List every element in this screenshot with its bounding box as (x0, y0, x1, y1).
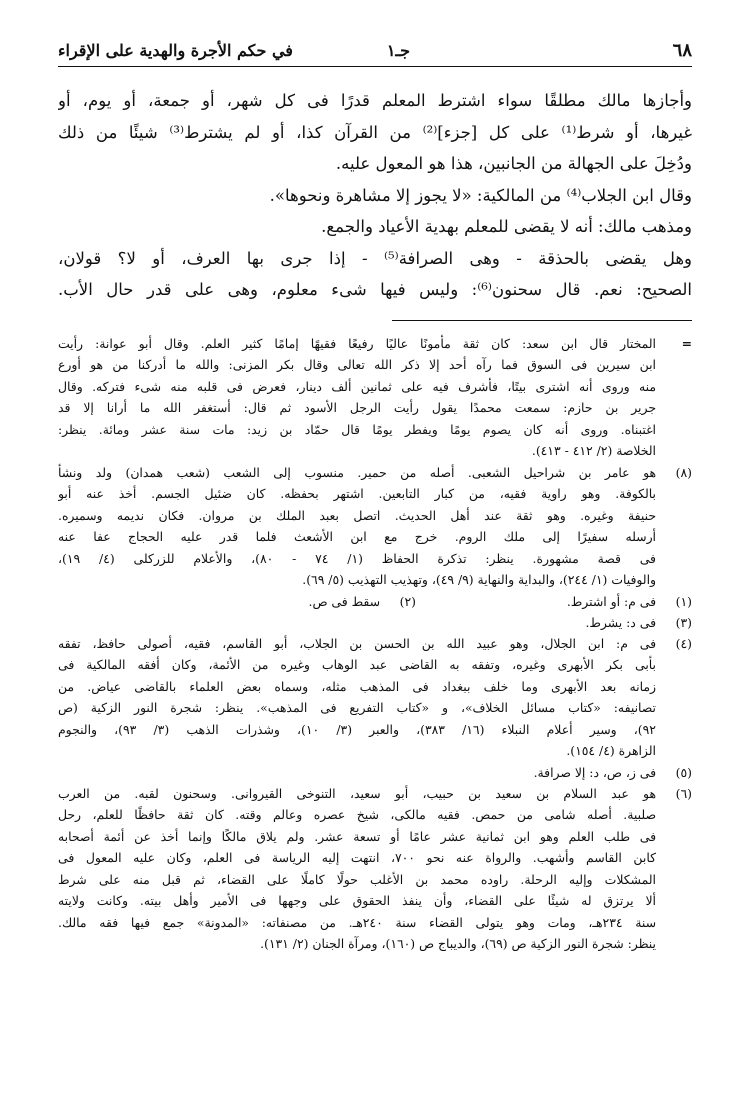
page-number: ٦٨ (672, 40, 692, 61)
footnote-6 (58, 783, 692, 955)
footnote-line: صلبية. أصله شامى من حمص. فقيه مالكى، شيخ عصره وعالم وقته. كان ثقة حافظًا للعلم، رحل (58, 807, 656, 822)
footnote-line: فى طلب العلم وهو ابن ثمانية عشر عامًا أو تسعة عشر. ولم يلاق مالكًا وإنما أخذ عن أئمة أصحابه (58, 828, 656, 844)
body-line: غيرها، أو شرط⁽¹⁾ على كل [جزء]⁽²⁾ من القرآن كذا، أو لم يشترط⁽³⁾ شيئًا من ذلك (58, 122, 692, 142)
footnote-marker: (١) (675, 593, 692, 609)
footnote-4 (58, 633, 692, 762)
footnote-marker: (٨) (675, 464, 692, 480)
footnote-divider (392, 320, 692, 321)
footnote-3 (58, 612, 692, 633)
footnote-line: أرسله سفيرًا إلى ملك الروم. خرج مع ابن الأشعث فلما قدر عليه الحجاج عفا عنه (58, 529, 656, 544)
footnote-marker: (٦) (675, 785, 692, 801)
body-line: وأجازها مالك مطلقًا سواء اشترط المعلم قدرًا فى كل شهر، أو جمعة، أو يوم، أو (58, 91, 692, 110)
footnote-marker: (٢) (399, 593, 416, 609)
footnote-line: سنة ٢٣٤هـ، ومات وهو يتولى القضاء سنة ٢٤٠هـ. من مصنفاته: «المدونة» جمع فيها فقه مالك. (58, 914, 656, 930)
footnote-1-text: فى م: أو اشترط. (566, 593, 656, 609)
footnote-marker: (٤) (675, 635, 692, 651)
footnote-line: ٩٢)، وسير أعلام النبلاء (١٦/ ٣٨٣)، والعبر (٣/ ١٠)، وشذرات الذهب (٣/ ٩٣)، والنجوم (58, 721, 656, 737)
footnote-line: اغتبناه. وروى أنه كان يصوم يومًا ويفطر يومًا قال حمّاد بن زيد: مات سنة عشر ومائة. ينظر: (58, 421, 656, 437)
footnote-line: فى قصة مشهورة. ينظر: تذكرة الحفاظ (١/ ٧٤ - ٨٠)، والأعلام للزركلى (٤/ ١٩)، (58, 550, 656, 566)
body-line: الصحيح: نعم. قال سحنون⁽⁶⁾: وليس فيها شىء معلوم، وهى على قدر حال الأب. (58, 280, 692, 299)
footnote-line: هو عامر بن شراحيل الشعبى. أصله من حمير. منسوب إلى الشعب (شعب همدان) ولد ونشأ (58, 464, 656, 480)
footnote-line: كابن القاسم وأشهب. والرواة عنه نحو ٧٠٠، انتهت إليه الرياسة فى العلم، وكان عليه المعول فى (58, 850, 656, 865)
book-page (58, 36, 692, 955)
footnote-marker: (٣) (675, 614, 692, 630)
continuation-marker: = (681, 335, 692, 351)
body-line: ومذهب مالك: أنه لا يقضى للمعلم بهدية الأعياد والجمع. (321, 217, 692, 236)
footnote-line: بالكوفة. وهو راوية فقيه، من كبار التابعين. اشتهر بحفظه. كان ضئيل الجسم. أخذ عنه أبو (58, 486, 656, 501)
footnote-line: تصانيفه: «كتاب مسائل الخلاف»، و «كتاب التفريع فى المذهب». ينظر: شجرة النور الزكية (ص (58, 700, 656, 715)
footnote-continued (58, 333, 692, 462)
footnote-line: فى م: ابن الجلال، وهو عبيد الله بن الحسن بن الجلاب، أبو القاسم، فقيه، أصولى حافظ، تفقه (58, 635, 656, 651)
body-line: وقال ابن الجلاب⁽⁴⁾ من المالكية: «لا يجوز إلا مشاهرة ونحوها». (269, 185, 692, 205)
footnote-8 (58, 462, 692, 591)
footnotes-1-2 (58, 591, 692, 612)
footnote-line: ألا يرتزق له شيئًا على القضاء، وأن ينفذ الحقوق على وجهها فى الأمير وأهل بيته. وكانت ولايته (58, 893, 656, 908)
body-line: وهل يقضى بالحذقة - وهى الصرافة⁽⁵⁾ - إذا جرى بها العرف، أو لا؟ قولان، (58, 248, 692, 268)
footnote-line: بأبى بكر الأبهرى وغيره، وتفقه به القاضى عبد الوهاب وغيره من الأئمة، وكان أفقه المالكية فى (58, 657, 656, 672)
main-text (58, 85, 692, 306)
footnote-line: الزاهرة (٤/ ١٥٤). (566, 743, 656, 758)
footnote-line: المختار قال ابن سعد: كان ثقة مأمونًا عاليًا رفيعًا فقيهًا إمامًا كثير العلم. وقال أبو عوانة: رأيت (58, 335, 656, 351)
body-line: ودُخِلَ على الجهالة من الجانبين، هذا هو المعول عليه. (335, 154, 692, 173)
footnote-line: حنيفة وغيره. وهو ثقة عند أهل الحديث. اتصل بعبد الملك بن مروان. فكان نديمه وسميره. (58, 507, 656, 523)
running-header (58, 36, 692, 67)
footnotes (58, 333, 692, 955)
footnote-line: المشكلات وإليه الرحلة. راوده محمد بن الأغلب حولًا كاملًا على القضاء، ثم قبل منه على شرط (58, 871, 656, 887)
footnote-line: ابن سيرين فى السوق فما رآه أحد إلا ذكر الله تعالى وقال بكر المزنى: والله ما أدركنا من هو أورع (58, 357, 656, 372)
footnote-line: هو عبد السلام بن سعيد بن حبيب، أبو سعيد، التنوخى القيروانى. وسحنون لقبه. من العرب (58, 785, 656, 801)
volume-label: جـ١ (386, 41, 410, 60)
footnote-line: جرير بن حازم: سمعت محمدًا يقول رأيت الرجل الأسود ثم قال: أستغفر الله ما أرانا إلا قد (58, 400, 656, 415)
footnote-line: زمانه بعد الأبهرى وما خلف ببغداد فى المذهب مثله، وسماه بعض العلماء بالقاضى عياض. من (58, 678, 656, 694)
footnote-2-text: سقط فى ص. (308, 593, 380, 609)
footnote-line: منه وروى أنه اشترى بيتًا، فأشرف فيه على ثمانين ألف دينار، فعرض فى قلبه منه شىء فتركه. وقال (58, 378, 656, 394)
footnote-marker: (٥) (675, 764, 692, 780)
running-title: في حكم الأجرة والهدية على الإقراء (58, 41, 293, 60)
footnote-line: والوفيات (١/ ٢٤٤)، والبداية والنهاية (٩/ ٤٩)، وتهذيب التهذيب (٥/ ٦٩). (302, 572, 656, 587)
footnote-5 (58, 762, 692, 783)
footnote-3-text: فى د: يشرط. (585, 614, 656, 630)
footnote-5-text: فى ز، ص، د: إلا صرافة. (533, 764, 656, 780)
footnote-line: ينظر: شجرة النور الزكية ص (٦٩)، والديباج ص (١٦٠)، ومرآة الجنان (٢/ ١٣١). (260, 936, 656, 951)
footnote-line: الخلاصة (٢/ ٤١٢ - ٤١٣). (531, 443, 656, 458)
